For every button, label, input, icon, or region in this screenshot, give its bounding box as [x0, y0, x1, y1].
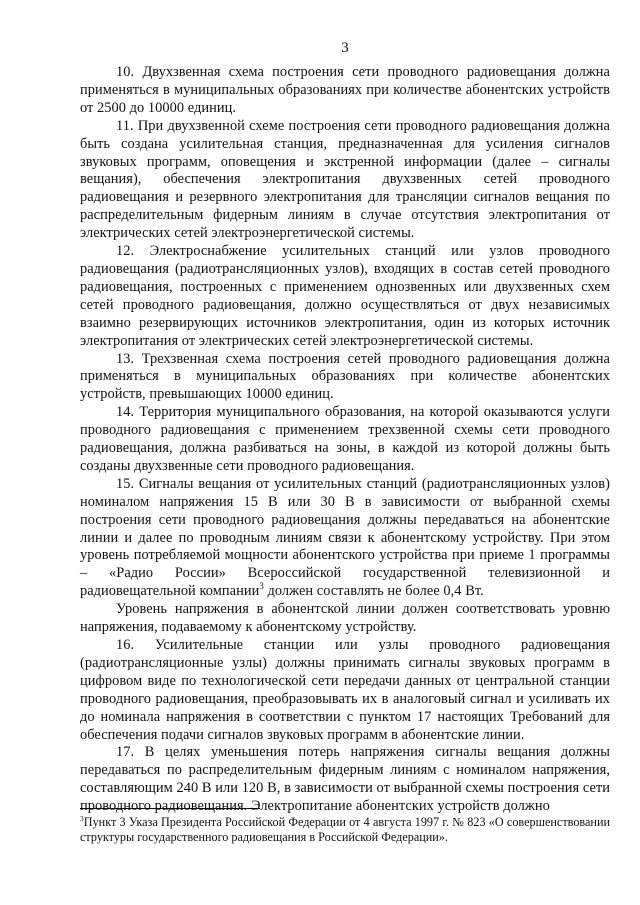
paragraph-14: 14. Территория муниципального образования, на которой оказываются услуги проводного радиовещания с применением трехзвенной схемы сети проводного радиовещания, должна разбиваться на зоны, в каждой из которой должны быть созданы двухзвенные сети проводного радиовещания. — [80, 404, 610, 474]
paragraph-voltage-level: Уровень напряжения в абонентской линии должен соответствовать уровню напряжения, подаваемому к абонентскому устройству. — [80, 601, 610, 636]
paragraph-17: 17. В целях уменьшения потерь напряжения сигналы вещания должны передаваться по распределительным фидерным линиям с номиналом напряжения, составляющим 240 В или 120 В, в зависимости от выбранной схемы построения сети проводного радиовещания. Электропитание абонентских устройств должно — [80, 744, 610, 815]
paragraph-15 — [80, 476, 610, 601]
paragraph-10: 10. Двухзвенная схема построения сети проводного радиовещания должна применяться в муниципальных образованиях при количестве абонентских устройств от 2500 до 10000 единиц. — [80, 64, 610, 116]
page-number: 3 — [341, 40, 349, 56]
footnote-divider — [80, 808, 260, 809]
footnote-text: Пункт 3 Указа Президента Российской Федерации от 4 августа 1997 г. № 823 «О совершенствовании структуры государственного радиовещания в Российской Федерации». — [80, 815, 610, 845]
paragraph-11: 11. При двухзвенной схеме построения сети проводного радиовещания должна быть создана усилительная станция, предназначенная для усиления сигналов звуковых программ, оповещения и экстренной информации (далее – сигналы вещания), обеспечения электропитания двухзвенных сетей проводного радиовещания и резервного электропитания для трансляции сигналов вещания по распределительным фидерным линиям в случае отсутствия электропитания от электрических сетей электроэнергетической системы. — [80, 117, 610, 242]
paragraph-12: 12. Электроснабжение усилительных станций или узлов проводного радиовещания (радиотрансляционных узлов), входящих в состав сетей проводного радиовещания, построенных с применением однозвенных или двухзвенных схем сетей проводного радиовещания, должно осуществляться от двух независимых взаимно резервирующих источников электропитания, один из которых источник электропитания от электрических сетей электроэнергетической системы. — [80, 243, 610, 349]
footnote-marker: 3 — [80, 813, 84, 823]
footnote-area — [80, 808, 610, 845]
paragraph-15-text: 15. Сигналы вещания от усилительных станций (радиотрансляционных узлов) номиналом напряжения 15 В или 30 В в зависимости от выбранной схемы построения сети проводного радиовещания должны передаваться на абонентские линии и далее по проводным линиям связи к абонентскому устройству. При этом уровень потребляемой мощности абонентского устройства при приеме 1 программы – «Радио России» Всероссийской государственной телевизионной и радиовещательной компании — [80, 475, 610, 600]
paragraph-13: 13. Трехзвенная схема построения сетей проводного радиовещания должна применяться в муниципальных образованиях при количестве абонентских устройств, превышающих 10000 единиц. — [80, 350, 610, 403]
paragraph-15-text-end: должен составлять не более 0,4 Вт. — [263, 583, 484, 600]
footnote-reference: 3 — [259, 581, 264, 592]
footnote — [80, 815, 610, 845]
paragraph-16: 16. Усилительные станции или узлы проводного радиовещания (радиотрансляционные узлы) должны принимать сигналы звуковых программ в цифровом виде по технологической сети передачи данных от центральной станции проводного радиовещания, преобразовывать их в аналоговый сигнал и усиливать их до номинала напряжения в соответствии с пунктом 17 настоящих Требований для обеспечения подачи сигналов звуковых программ в абонентские линии. — [80, 637, 610, 743]
